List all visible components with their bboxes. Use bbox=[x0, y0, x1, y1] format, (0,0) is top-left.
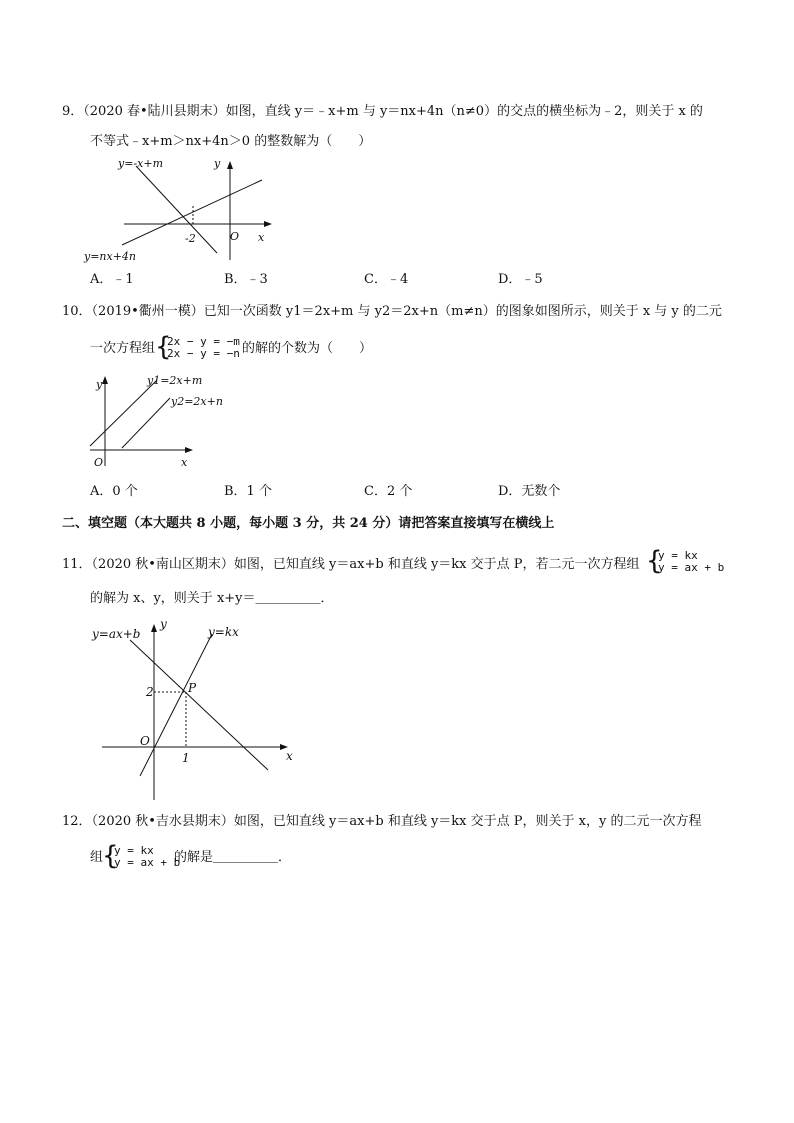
q9-option-d: D．﹣5 bbox=[498, 272, 543, 287]
q10-figure bbox=[85, 368, 245, 478]
q11-eq1: y = kx bbox=[658, 549, 698, 562]
q11-label-origin: O bbox=[140, 734, 150, 748]
section-fill-in-heading: 二、填空题（本大题共 8 小题，每小题 3 分，共 24 分）请把答案直接填写在横线上 bbox=[62, 516, 555, 531]
q9-option-c: C．﹣4 bbox=[364, 272, 409, 287]
q9-text-line2: 不等式﹣x+m＞nx+4n＞0 的整数解为（ ） bbox=[90, 134, 372, 149]
q9-option-a: A．﹣1 bbox=[90, 272, 134, 287]
q10-y-arrow bbox=[102, 376, 108, 384]
q11-label-ytick: 2 bbox=[146, 685, 154, 699]
q10-text-line1: 10．（2019•衢州一模）已知一次函数 y1＝2x+m 与 y2＝2x+n（m≠n）的图象如图所示，则关于 x 与 y 的二元 bbox=[62, 304, 722, 319]
q11-text-line1: 11．（2020 秋•南山区期末）如图，已知直线 y＝ax+b 和直线 y＝kx 交于点 P，若二元一次方程组 bbox=[62, 557, 640, 572]
q11-label-y: y bbox=[160, 617, 167, 631]
q12-text-line2-suffix: 的解是＿＿＿＿＿． bbox=[174, 850, 292, 865]
q9-figure bbox=[82, 150, 282, 270]
q10-option-d: D．无数个 bbox=[498, 484, 561, 499]
q10-label-l1: y1=2x+m bbox=[147, 374, 203, 387]
q10-text-line2-prefix: 一次方程组 bbox=[90, 341, 156, 356]
q11-label-l1: y=ax+b bbox=[92, 627, 141, 641]
q12-eq2: y = ax + b bbox=[114, 856, 181, 869]
q10-label-x: x bbox=[181, 456, 188, 469]
q10-text-line2-suffix: 的解的个数为（ ） bbox=[242, 341, 373, 356]
q11-label-l2: y=kx bbox=[208, 625, 239, 639]
q10-label-y: y bbox=[96, 378, 103, 391]
q11-brace: { bbox=[646, 546, 663, 576]
q12-eq1: y = kx bbox=[114, 844, 154, 857]
q9-option-b: B．﹣3 bbox=[224, 272, 268, 287]
q10-label-origin: O bbox=[94, 456, 104, 469]
q12-text-line1: 12．（2020 秋•吉水县期末）如图，已知直线 y＝ax+b 和直线 y＝kx 交于点 P，则关于 x，y 的二元一次方程 bbox=[62, 814, 702, 829]
q9-label-x: x bbox=[258, 231, 265, 244]
q10-brace: { bbox=[155, 332, 172, 362]
q9-label-y: y bbox=[214, 157, 221, 170]
q11-label-point: P bbox=[188, 681, 197, 695]
q12-brace: { bbox=[102, 841, 119, 871]
q9-label-l2: y=nx+4n bbox=[84, 250, 137, 263]
q11-eq2: y = ax + b bbox=[658, 561, 725, 574]
q9-label-origin: O bbox=[230, 230, 240, 243]
q9-text-line1: 9．（2020 春•陆川县期末）如图，直线 y＝﹣x+m 与 y＝nx+4n（n≠0）的交点的横坐标为﹣2，则关于 x 的 bbox=[62, 104, 703, 119]
q10-option-c: C．2 个 bbox=[364, 484, 413, 499]
q11-label-x: x bbox=[286, 749, 293, 763]
q9-line-1 bbox=[136, 166, 217, 253]
q11-figure bbox=[90, 614, 305, 804]
q11-text-line2: 的解为 x、y，则关于 x+y＝＿＿＿＿＿． bbox=[90, 591, 334, 606]
q12-text-line2-prefix: 组 bbox=[90, 850, 104, 865]
q9-x-arrow bbox=[264, 221, 272, 227]
q9-label-l1: y=-x+m bbox=[118, 157, 163, 170]
q10-line-2 bbox=[122, 398, 170, 448]
q11-y-arrow bbox=[151, 624, 157, 632]
q10-label-l2: y2=2x+n bbox=[171, 395, 223, 408]
q11-line-kx bbox=[140, 634, 212, 776]
q9-y-arrow bbox=[227, 161, 233, 169]
q10-option-a: A．0 个 bbox=[90, 484, 138, 499]
q11-label-xtick: 1 bbox=[182, 751, 190, 765]
q10-x-arrow bbox=[185, 447, 193, 453]
q10-option-b: B．1 个 bbox=[224, 484, 272, 499]
q10-eq1: 2x − y = −m bbox=[167, 335, 240, 348]
q9-label-tick: -2 bbox=[185, 232, 196, 245]
q10-eq2: 2x − y = −n bbox=[167, 347, 240, 360]
